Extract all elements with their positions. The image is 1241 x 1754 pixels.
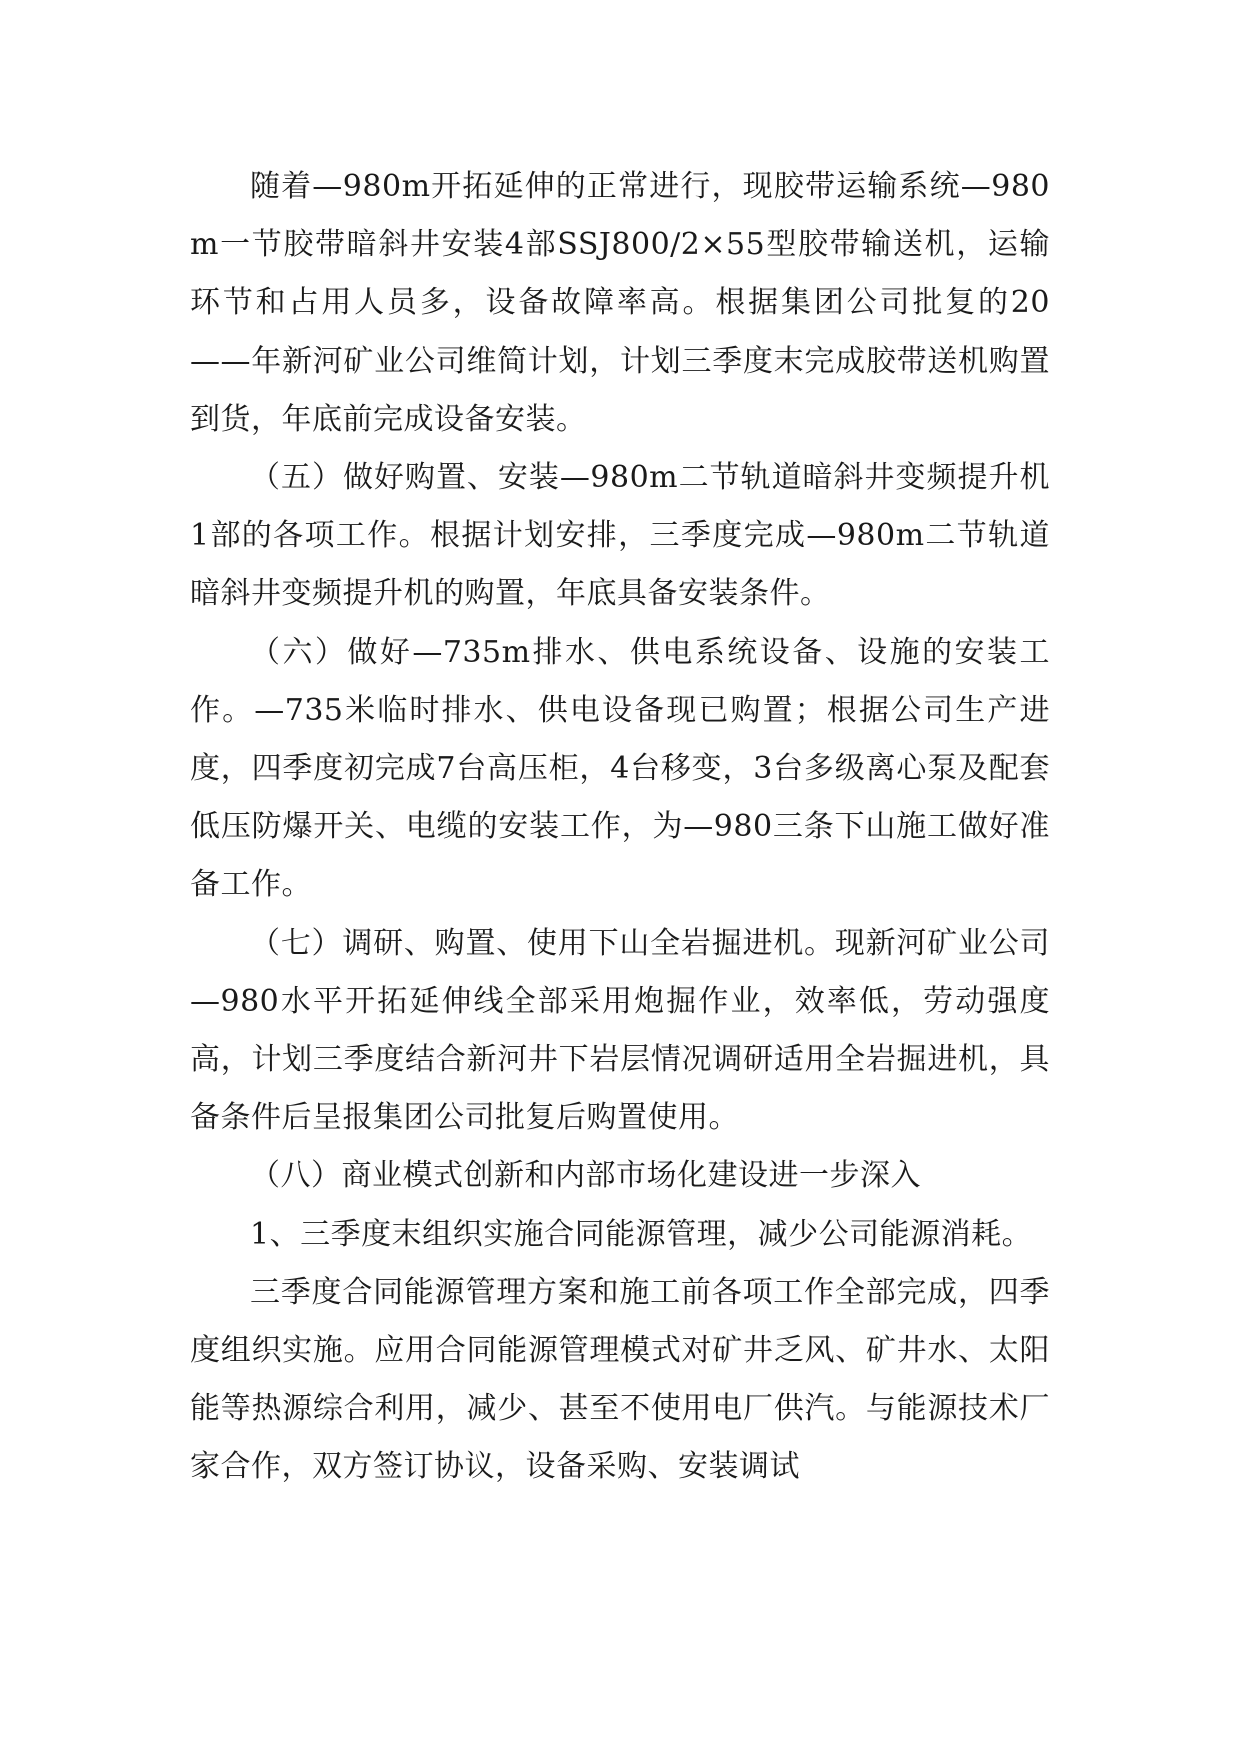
document-body <box>190 158 1050 1497</box>
paragraph-subitem-1-energy: 1、三季度末组织实施合同能源管理，减少公司能源消耗。 <box>250 1216 1033 1252</box>
paragraph-item-7-tunneling-machine: （七）调研、购置、使用下山全岩掘进机。现新河矿业公司—980水平开拓延伸线全部采用炮掘作业，效率低，劳动强度高，计划三季度结合新河井下岩层情况调研适用全岩掘进机，具备条件后呈报集团公司批复后购置使用。 <box>190 925 1050 1136</box>
paragraph-item-8-heading: （八）商业模式创新和内部市场化建设进一步深入 <box>250 1158 921 1194</box>
paragraph-belt-conveyor: 随着—980m开拓延伸的正常进行，现胶带运输系统—980m一节胶带暗斜井安装4部SSJ800/2×55型胶带输送机，运输环节和占用人员多，设备故障率高。根据集团公司批复的20——年新河矿业公司维简计划，计划三季度末完成胶带送机购置到货，年底前完成设备安装。 <box>190 169 1050 437</box>
paragraph-energy-management: 三季度合同能源管理方案和施工前各项工作全部完成，四季度组织实施。应用合同能源管理模式对矿井乏风、矿井水、太阳能等热源综合利用，减少、甚至不使用电厂供汽。与能源技术厂家合作，双方签订协议，设备采购、安装调试 <box>190 1274 1050 1485</box>
paragraph-item-6-drainage-power: （六）做好—735m排水、供电系统设备、设施的安装工作。—735米临时排水、供电设备现已购置；根据公司生产进度，四季度初完成7台高压柜，4台移变，3台多级离心泵及配套低压防爆开关、电缆的安装工作，为—980三条下山施工做好准备工作。 <box>190 634 1050 903</box>
paragraph-item-5-hoist: （五）做好购置、安装—980m二节轨道暗斜井变频提升机1部的各项工作。根据计划安排，三季度完成—980m二节轨道暗斜井变频提升机的购置，年底具备安装条件。 <box>190 460 1050 612</box>
